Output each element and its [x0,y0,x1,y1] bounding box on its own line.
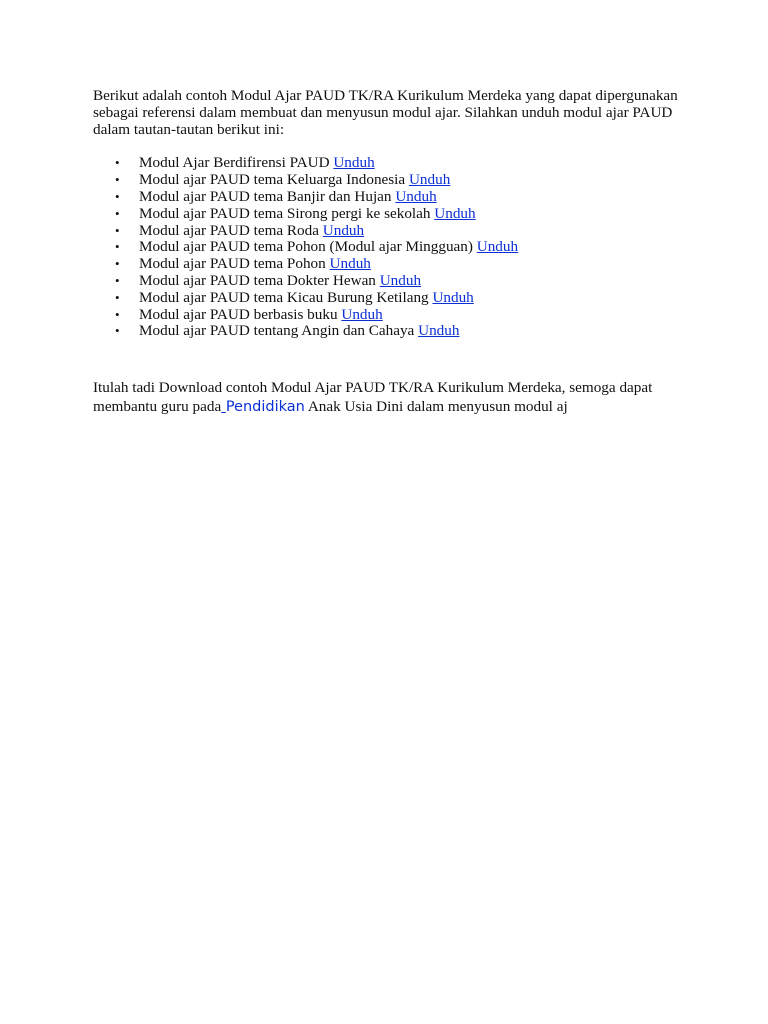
bullet-icon: • [115,289,120,305]
bullet-icon: • [115,256,120,272]
document-page [93,88,693,417]
list-item-label: Modul ajar PAUD tema Dokter Hewan [139,271,380,289]
list-item [93,189,693,206]
bullet-icon: • [115,188,120,204]
outro-text-before: Itulah tadi Download contoh Modul Ajar PAUD TK/RA Kurikulum Merdeka, semoga dapat membantu guru pada [93,379,653,416]
list-item-label: Modul ajar PAUD berbasis buku [139,305,342,323]
download-link[interactable]: Unduh [322,221,365,239]
list-item-label: Modul ajar PAUD tema Banjir dan Hujan [139,187,396,205]
download-link[interactable]: Unduh [341,305,383,323]
intro-paragraph: Berikut adalah contoh Modul Ajar PAUD TK/RA Kurikulum Merdeka yang dapat dipergunakan sebagai referensi dalam membuat dan menyusun modul ajar. Silahkan unduh modul ajar PAUD dalam tautan-tautan berikut ini: [93,87,678,138]
list-item [93,172,693,189]
bullet-icon: • [115,272,120,288]
list-item [93,323,693,340]
list-item-label: Modul ajar PAUD tema Sirong pergi ke sekolah [139,204,435,222]
download-link[interactable]: Unduh [418,322,460,340]
bullet-icon: • [115,222,120,238]
list-item [93,155,693,172]
bullet-icon: • [115,239,120,255]
download-link[interactable]: Unduh [379,271,422,289]
download-link[interactable]: Unduh [476,238,519,256]
download-link[interactable]: Unduh [434,204,476,222]
outro-text-after: Anak Usia Dini dalam menyusun modul aj [307,398,568,416]
list-item [93,307,693,324]
download-link[interactable]: Unduh [329,255,371,273]
download-link[interactable]: Unduh [395,187,437,205]
list-item [93,273,693,290]
pendidikan-link-text: Pendidikan [225,399,305,416]
outro-paragraph [93,378,693,417]
bullet-icon: • [115,172,120,188]
pendidikan-link[interactable] [221,399,305,415]
list-item-label: Modul ajar PAUD tema Kicau Burung Ketilang [139,288,433,306]
list-item [93,223,693,240]
list-item-label: Modul Ajar Berdifirensi PAUD [139,154,334,172]
download-link[interactable]: Unduh [408,171,451,189]
list-item [93,256,693,273]
list-item [93,239,693,256]
bullet-icon: • [115,323,120,339]
bullet-icon: • [115,205,120,221]
download-link[interactable]: Unduh [432,288,474,306]
download-link[interactable]: Unduh [333,154,375,172]
list-item-label: Modul ajar PAUD tema Roda [139,221,323,239]
list-item [93,206,693,223]
list-item-label: Modul ajar PAUD tema Keluarga Indonesia [139,171,409,189]
bullet-icon: • [115,155,120,171]
bullet-icon: • [115,306,120,322]
list-item-label: Modul ajar PAUD tema Pohon (Modul ajar Mingguan) [139,238,477,256]
list-item-label: Modul ajar PAUD tentang Angin dan Cahaya [139,322,419,340]
list-item [93,290,693,307]
module-list [93,155,693,340]
list-item-label: Modul ajar PAUD tema Pohon [139,255,330,273]
